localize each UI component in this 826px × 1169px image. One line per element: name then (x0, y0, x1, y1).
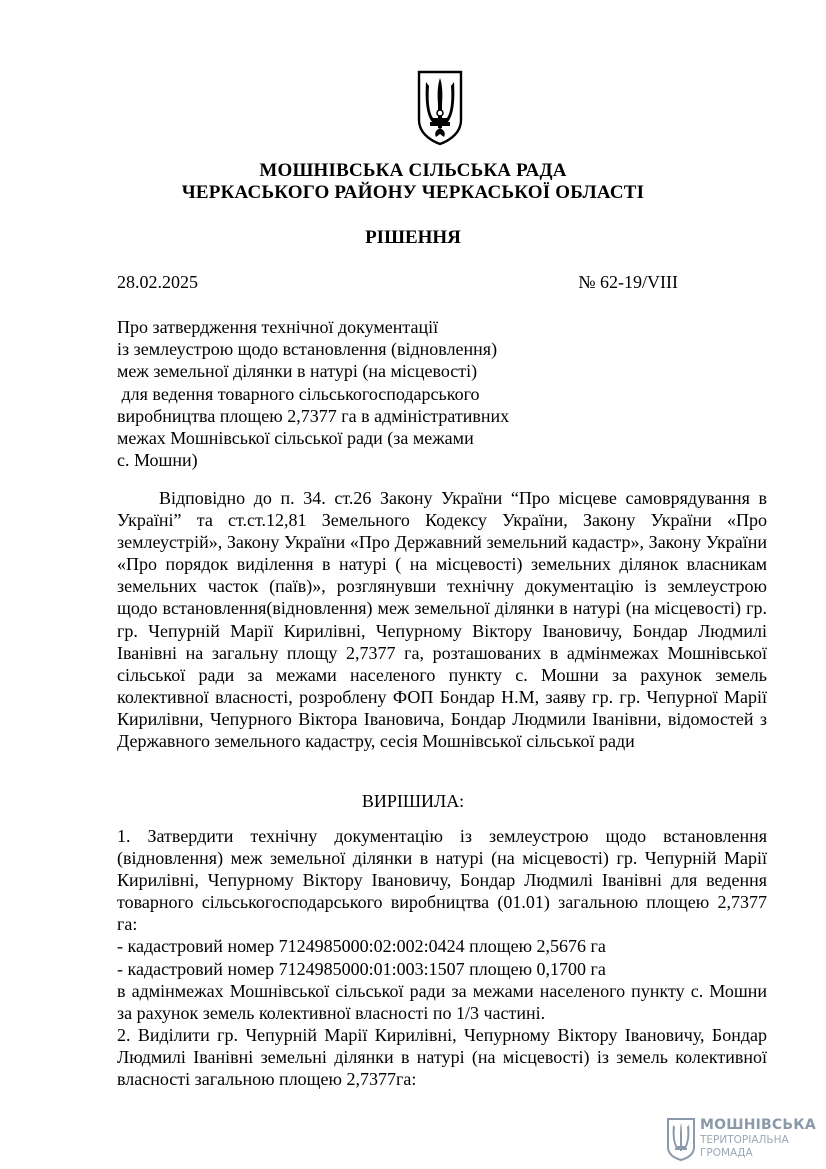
decision-number: № 62-19/VIII (578, 272, 678, 292)
item-1-tail: в адмінмежах Мошнівської сільської ради за межами населеного пункту с. Мошни за рахунок земель колективної власності по 1/3 частині. (117, 980, 767, 1023)
community-watermark (666, 1117, 816, 1161)
cadastral-line-2: - кадастровий номер 7124985000:01:003:1507 площею 0,1700 га (117, 958, 606, 979)
council-name: МОШНІВСЬКА СІЛЬСЬКА РАДА (259, 160, 567, 181)
preamble-paragraph: Відповідно до п. 34. ст.26 Закону України “Про місцеве самоврядування в Україні” та ст.ст.12,81 Земельного Кодексу України, Закону України «Про землеустрій», Закону України «Про Державний земельний кадастр», Закону України «Про порядок виділення в натурі ( на місцевості) земельних ділянок власникам земельних часток (паїв)», розглянувши технічну документацію із землеустрою щодо встановлення(відновлення) меж земельної ділянки в натурі (на місцевості) гр. гр. Чепурній Марії Кирилівні, Чепурному Віктору Івановичу, Бондар Людмилі Іванівні на загальну площу 2,7377 га, розташованих в адмінмежах Мошнівської сільської ради за межами населеного пункту с. Мошни за рахунок земель колективної власності, розроблену ФОП Бондар Н.М, заяву гр. гр. Чепурної Марії Кирилівни, Чепурного Віктора Івановича, Бондар Людмили Іванівни, відомостей з Державного земельного кадастру, сесія Мошнівської сільської ради (117, 488, 767, 752)
decided-heading: ВИРІШИЛА: (361, 791, 465, 811)
council-district: ЧЕРКАСЬКОГО РАЙОНУ ЧЕРКАСЬКОЇ ОБЛАСТІ (181, 182, 645, 203)
community-emblem-icon (666, 1117, 696, 1161)
document-type: РІШЕННЯ (365, 227, 461, 248)
watermark-line2: ГРОМАДА (700, 1147, 753, 1159)
decision-date: 28.02.2025 (117, 272, 198, 292)
decision-subject: Про затвердження технічної документації із землеустрою щодо встановлення (відновлення) меж земельної ділянки в натурі (на місцевості) для ведення товарного сільськогосподарського виробництва площею 2,7377 га в адміністративних межах Мошнівської сільської ради (за межами с. Мошни) (117, 317, 510, 471)
watermark-line1: ТЕРИТОРІАЛЬНА (700, 1134, 789, 1146)
item-1: 1. Затвердити технічну документацію із землеустрою щодо встановлення (відновлення) меж земельної ділянки в натурі (на місцевості) гр. Чепурній Марії Кирилівні, Чепурному Віктору Івановичу, Бондар Людмилі Іванівні для ведення товарного сільськогосподарського виробництва (01.01) загальною площею 2,7377 га: (117, 826, 767, 935)
cadastral-line-1: - кадастровий номер 7124985000:02:002:0424 площею 2,5676 га (117, 936, 606, 957)
coat-of-arms-icon (416, 70, 464, 146)
decision-items (117, 825, 767, 1090)
item-2: 2. Виділити гр. Чепурній Марії Кирилівні, Чепурному Віктору Івановичу, Бондар Людмилі Іванівні земельні ділянки в натурі (на місцевості) із земель колективної власності загальною площею 2,7377га: (117, 1024, 767, 1090)
watermark-name: МОШНІВСЬКА (700, 1117, 816, 1133)
